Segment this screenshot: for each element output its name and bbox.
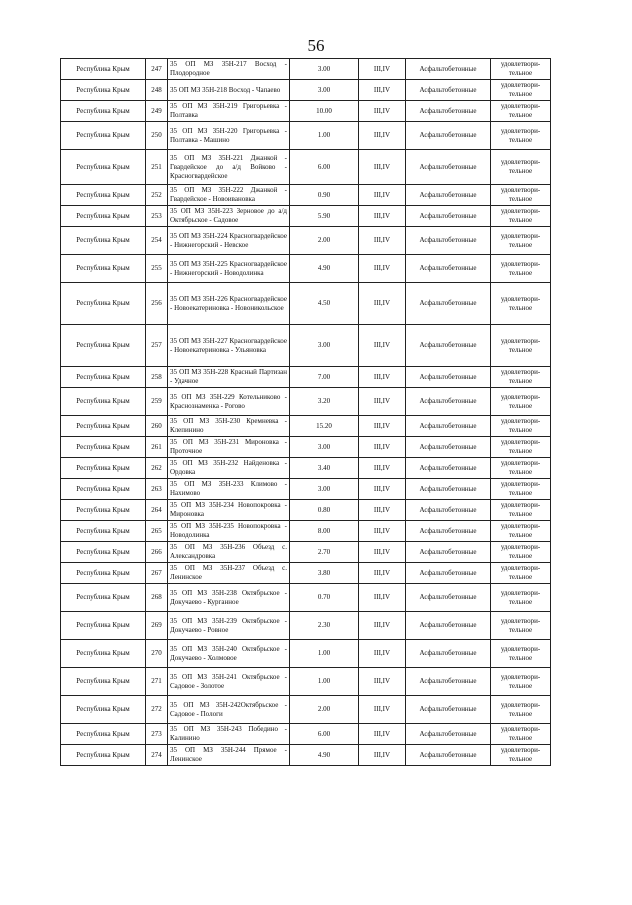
length-cell: 6.00 [290, 724, 359, 745]
cover-type-cell: Асфальтобетонные [406, 283, 491, 325]
length-cell: 0.70 [290, 584, 359, 612]
row-number-cell: 249 [146, 101, 168, 122]
category-cell: III,IV [359, 367, 406, 388]
table-row [61, 206, 551, 227]
row-number-cell: 257 [146, 325, 168, 367]
length-cell: 2.30 [290, 612, 359, 640]
cover-type-cell: Асфальтобетонные [406, 206, 491, 227]
road-name-cell: 35 ОП МЗ 35Н-229 Котельниково - Краснознаменка - Рогово [168, 388, 290, 416]
road-name-cell: 35 ОП МЗ 35Н-237 Объезд с. Ленинское [168, 563, 290, 584]
row-number-cell: 265 [146, 521, 168, 542]
region-cell: Республика Крым [61, 668, 146, 696]
cover-type-cell: Асфальтобетонные [406, 325, 491, 367]
condition-cell: удовлетвори-тельное [491, 640, 551, 668]
road-name-cell: 35 ОП МЗ 35Н-232 Найденовка - Ордовка [168, 458, 290, 479]
region-cell: Республика Крым [61, 367, 146, 388]
road-name-cell: 35 ОП МЗ 35Н-226 Красногвардейское - Новоекатериновка - Новоникольское [168, 283, 290, 325]
condition-cell: удовлетвори-тельное [491, 388, 551, 416]
length-cell: 3.40 [290, 458, 359, 479]
table-row [61, 612, 551, 640]
table-row [61, 388, 551, 416]
cover-type-cell: Асфальтобетонные [406, 59, 491, 80]
region-cell: Республика Крым [61, 206, 146, 227]
row-number-cell: 261 [146, 437, 168, 458]
row-number-cell: 253 [146, 206, 168, 227]
table-row [61, 150, 551, 185]
region-cell: Республика Крым [61, 563, 146, 584]
table-row [61, 745, 551, 766]
region-cell: Республика Крым [61, 150, 146, 185]
table-row [61, 227, 551, 255]
category-cell: III,IV [359, 724, 406, 745]
region-cell: Республика Крым [61, 584, 146, 612]
road-name-cell: 35 ОП МЗ 35Н-225 Красногвардейское - Нижнегорский - Новодолинка [168, 255, 290, 283]
cover-type-cell: Асфальтобетонные [406, 500, 491, 521]
length-cell: 4.90 [290, 255, 359, 283]
category-cell: III,IV [359, 668, 406, 696]
row-number-cell: 271 [146, 668, 168, 696]
length-cell: 3.00 [290, 437, 359, 458]
cover-type-cell: Асфальтобетонные [406, 101, 491, 122]
condition-cell: удовлетвори-тельное [491, 563, 551, 584]
row-number-cell: 267 [146, 563, 168, 584]
road-name-cell: 35 ОП МЗ 35Н-236 Объезд с. Александровка [168, 542, 290, 563]
cover-type-cell: Асфальтобетонные [406, 416, 491, 437]
condition-cell: удовлетвори-тельное [491, 227, 551, 255]
condition-cell: удовлетвори-тельное [491, 437, 551, 458]
cover-type-cell: Асфальтобетонные [406, 584, 491, 612]
category-cell: III,IV [359, 745, 406, 766]
category-cell: III,IV [359, 59, 406, 80]
road-name-cell: 35 ОП МЗ 35Н-219 Григорьевка - Полтавка [168, 101, 290, 122]
length-cell: 7.00 [290, 367, 359, 388]
road-name-cell: 35 ОП МЗ 35Н-235 Новопокровка - Новодолинка [168, 521, 290, 542]
cover-type-cell: Асфальтобетонные [406, 185, 491, 206]
cover-type-cell: Асфальтобетонные [406, 150, 491, 185]
region-cell: Республика Крым [61, 696, 146, 724]
cover-type-cell: Асфальтобетонные [406, 122, 491, 150]
region-cell: Республика Крым [61, 416, 146, 437]
row-number-cell: 268 [146, 584, 168, 612]
row-number-cell: 259 [146, 388, 168, 416]
road-name-cell: 35 ОП МЗ 35Н-223 Зерновое до а/д Октябрьское - Садовое [168, 206, 290, 227]
condition-cell: удовлетвори-тельное [491, 185, 551, 206]
category-cell: III,IV [359, 584, 406, 612]
cover-type-cell: Асфальтобетонные [406, 227, 491, 255]
row-number-cell: 264 [146, 500, 168, 521]
length-cell: 2.00 [290, 227, 359, 255]
road-name-cell: 35 ОП МЗ 35Н-217 Восход - Плодородное [168, 59, 290, 80]
condition-cell: удовлетвори-тельное [491, 80, 551, 101]
road-name-cell: 35 ОП МЗ 35Н-244 Прямое - Ленинское [168, 745, 290, 766]
length-cell: 2.70 [290, 542, 359, 563]
row-number-cell: 272 [146, 696, 168, 724]
table-row [61, 101, 551, 122]
length-cell: 0.90 [290, 185, 359, 206]
row-number-cell: 250 [146, 122, 168, 150]
category-cell: III,IV [359, 283, 406, 325]
cover-type-cell: Асфальтобетонные [406, 542, 491, 563]
region-cell: Республика Крым [61, 185, 146, 206]
region-cell: Республика Крым [61, 101, 146, 122]
region-cell: Республика Крым [61, 388, 146, 416]
region-cell: Республика Крым [61, 59, 146, 80]
length-cell: 8.00 [290, 521, 359, 542]
row-number-cell: 262 [146, 458, 168, 479]
row-number-cell: 274 [146, 745, 168, 766]
cover-type-cell: Асфальтобетонные [406, 521, 491, 542]
length-cell: 3.00 [290, 59, 359, 80]
category-cell: III,IV [359, 542, 406, 563]
table-row [61, 479, 551, 500]
region-cell: Республика Крым [61, 80, 146, 101]
row-number-cell: 269 [146, 612, 168, 640]
condition-cell: удовлетвори-тельное [491, 696, 551, 724]
condition-cell: удовлетвори-тельное [491, 367, 551, 388]
table-row [61, 59, 551, 80]
cover-type-cell: Асфальтобетонные [406, 724, 491, 745]
category-cell: III,IV [359, 563, 406, 584]
length-cell: 0.80 [290, 500, 359, 521]
table-row [61, 255, 551, 283]
road-name-cell: 35 ОП МЗ 35Н-231 Мироновка - Проточное [168, 437, 290, 458]
road-name-cell: 35 ОП МЗ 35Н-228 Красный Партизан - Удачное [168, 367, 290, 388]
road-name-cell: 35 ОП МЗ 35Н-233 Климово - Нахимово [168, 479, 290, 500]
category-cell: III,IV [359, 122, 406, 150]
length-cell: 1.00 [290, 640, 359, 668]
cover-type-cell: Асфальтобетонные [406, 388, 491, 416]
condition-cell: удовлетвори-тельное [491, 479, 551, 500]
region-cell: Республика Крым [61, 325, 146, 367]
length-cell: 3.80 [290, 563, 359, 584]
condition-cell: удовлетвори-тельное [491, 521, 551, 542]
table-row [61, 185, 551, 206]
cover-type-cell: Асфальтобетонные [406, 640, 491, 668]
category-cell: III,IV [359, 206, 406, 227]
category-cell: III,IV [359, 437, 406, 458]
row-number-cell: 266 [146, 542, 168, 563]
category-cell: III,IV [359, 80, 406, 101]
region-cell: Республика Крым [61, 724, 146, 745]
cover-type-cell: Асфальтобетонные [406, 437, 491, 458]
road-name-cell: 35 ОП МЗ 35Н-238 Октябрьское - Докучаево - Курганное [168, 584, 290, 612]
condition-cell: удовлетвори-тельное [491, 283, 551, 325]
roads-table [60, 58, 551, 766]
table-body [61, 59, 551, 766]
table-row [61, 367, 551, 388]
length-cell: 3.00 [290, 479, 359, 500]
row-number-cell: 263 [146, 479, 168, 500]
length-cell: 3.20 [290, 388, 359, 416]
condition-cell: удовлетвори-тельное [491, 325, 551, 367]
category-cell: III,IV [359, 150, 406, 185]
road-name-cell: 35 ОП МЗ 35Н-239 Октябрьское - Докучаево - Ровное [168, 612, 290, 640]
region-cell: Республика Крым [61, 437, 146, 458]
table-row [61, 122, 551, 150]
row-number-cell: 247 [146, 59, 168, 80]
region-cell: Республика Крым [61, 458, 146, 479]
table-row [61, 668, 551, 696]
length-cell: 4.50 [290, 283, 359, 325]
row-number-cell: 248 [146, 80, 168, 101]
category-cell: III,IV [359, 612, 406, 640]
road-name-cell: 35 ОП МЗ 35Н-234 Новопокровка - Мироновка [168, 500, 290, 521]
table-row [61, 696, 551, 724]
table-row [61, 521, 551, 542]
page-number: 56 [307, 36, 325, 55]
length-cell: 1.00 [290, 668, 359, 696]
region-cell: Республика Крым [61, 283, 146, 325]
region-cell: Республика Крым [61, 745, 146, 766]
length-cell: 3.00 [290, 325, 359, 367]
length-cell: 1.00 [290, 122, 359, 150]
category-cell: III,IV [359, 388, 406, 416]
category-cell: III,IV [359, 255, 406, 283]
condition-cell: удовлетвори-тельное [491, 500, 551, 521]
road-name-cell: 35 ОП МЗ 35Н-241 Октябрьское - Садовое - Золотое [168, 668, 290, 696]
condition-cell: удовлетвори-тельное [491, 206, 551, 227]
category-cell: III,IV [359, 185, 406, 206]
road-name-cell: 35 ОП МЗ 35Н-240 Октябрьское - Докучаево - Холмовое [168, 640, 290, 668]
condition-cell: удовлетвори-тельное [491, 122, 551, 150]
category-cell: III,IV [359, 500, 406, 521]
condition-cell: удовлетвори-тельное [491, 542, 551, 563]
table-row [61, 437, 551, 458]
condition-cell: удовлетвори-тельное [491, 150, 551, 185]
condition-cell: удовлетвори-тельное [491, 416, 551, 437]
condition-cell: удовлетвори-тельное [491, 584, 551, 612]
road-name-cell: 35 ОП МЗ 35Н-218 Восход - Чапаево [168, 80, 290, 101]
length-cell: 10.00 [290, 101, 359, 122]
row-number-cell: 254 [146, 227, 168, 255]
condition-cell: удовлетвори-тельное [491, 724, 551, 745]
category-cell: III,IV [359, 696, 406, 724]
road-name-cell: 35 ОП МЗ 35Н-221 Джанкой - Гвардейское до а/д Войково - Красногвардейское [168, 150, 290, 185]
road-name-cell: 35 ОП МЗ 35Н-224 Красногвардейское - Нижнегорский - Невское [168, 227, 290, 255]
condition-cell: удовлетвори-тельное [491, 255, 551, 283]
category-cell: III,IV [359, 325, 406, 367]
row-number-cell: 252 [146, 185, 168, 206]
category-cell: III,IV [359, 416, 406, 437]
category-cell: III,IV [359, 521, 406, 542]
road-name-cell: 35 ОП МЗ 35Н-230 Кремневка - Клепинино [168, 416, 290, 437]
cover-type-cell: Асфальтобетонные [406, 80, 491, 101]
length-cell: 4.90 [290, 745, 359, 766]
table-row [61, 416, 551, 437]
road-name-cell: 35 ОП МЗ 35Н-243 Победино - Калинино [168, 724, 290, 745]
region-cell: Республика Крым [61, 255, 146, 283]
condition-cell: удовлетвори-тельное [491, 612, 551, 640]
condition-cell: удовлетвори-тельное [491, 458, 551, 479]
region-cell: Республика Крым [61, 227, 146, 255]
cover-type-cell: Асфальтобетонные [406, 479, 491, 500]
category-cell: III,IV [359, 227, 406, 255]
road-name-cell: 35 ОП МЗ 35Н-222 Джанкой - Гвардейское - Новоивановка [168, 185, 290, 206]
cover-type-cell: Асфальтобетонные [406, 696, 491, 724]
road-name-cell: 35 ОП МЗ 35Н-227 Красногвардейское - Новоекатериновка - Ульяновка [168, 325, 290, 367]
row-number-cell: 258 [146, 367, 168, 388]
cover-type-cell: Асфальтобетонные [406, 367, 491, 388]
region-cell: Республика Крым [61, 122, 146, 150]
table-row [61, 500, 551, 521]
road-name-cell: 35 ОП МЗ 35Н-242Октябрьское - Садовое - Пологи [168, 696, 290, 724]
condition-cell: удовлетвори-тельное [491, 101, 551, 122]
cover-type-cell: Асфальтобетонные [406, 458, 491, 479]
region-cell: Республика Крым [61, 640, 146, 668]
cover-type-cell: Асфальтобетонные [406, 255, 491, 283]
category-cell: III,IV [359, 101, 406, 122]
cover-type-cell: Асфальтобетонные [406, 668, 491, 696]
region-cell: Республика Крым [61, 542, 146, 563]
table-row [61, 724, 551, 745]
table-row [61, 283, 551, 325]
length-cell: 2.00 [290, 696, 359, 724]
row-number-cell: 270 [146, 640, 168, 668]
region-cell: Республика Крым [61, 479, 146, 500]
length-cell: 15.20 [290, 416, 359, 437]
table-row [61, 80, 551, 101]
table-row [61, 640, 551, 668]
condition-cell: удовлетвори-тельное [491, 745, 551, 766]
cover-type-cell: Асфальтобетонные [406, 745, 491, 766]
row-number-cell: 260 [146, 416, 168, 437]
category-cell: III,IV [359, 458, 406, 479]
cover-type-cell: Асфальтобетонные [406, 563, 491, 584]
length-cell: 5.90 [290, 206, 359, 227]
row-number-cell: 273 [146, 724, 168, 745]
table-row [61, 325, 551, 367]
length-cell: 6.00 [290, 150, 359, 185]
category-cell: III,IV [359, 479, 406, 500]
road-name-cell: 35 ОП МЗ 35Н-220 Григорьевка - Полтавка - Машино [168, 122, 290, 150]
condition-cell: удовлетвори-тельное [491, 668, 551, 696]
category-cell: III,IV [359, 640, 406, 668]
condition-cell: удовлетвори-тельное [491, 59, 551, 80]
table-row [61, 584, 551, 612]
row-number-cell: 256 [146, 283, 168, 325]
row-number-cell: 255 [146, 255, 168, 283]
cover-type-cell: Асфальтобетонные [406, 612, 491, 640]
table-row [61, 458, 551, 479]
table-row [61, 542, 551, 563]
region-cell: Республика Крым [61, 521, 146, 542]
region-cell: Республика Крым [61, 612, 146, 640]
table-row [61, 563, 551, 584]
region-cell: Республика Крым [61, 500, 146, 521]
length-cell: 3.00 [290, 80, 359, 101]
row-number-cell: 251 [146, 150, 168, 185]
